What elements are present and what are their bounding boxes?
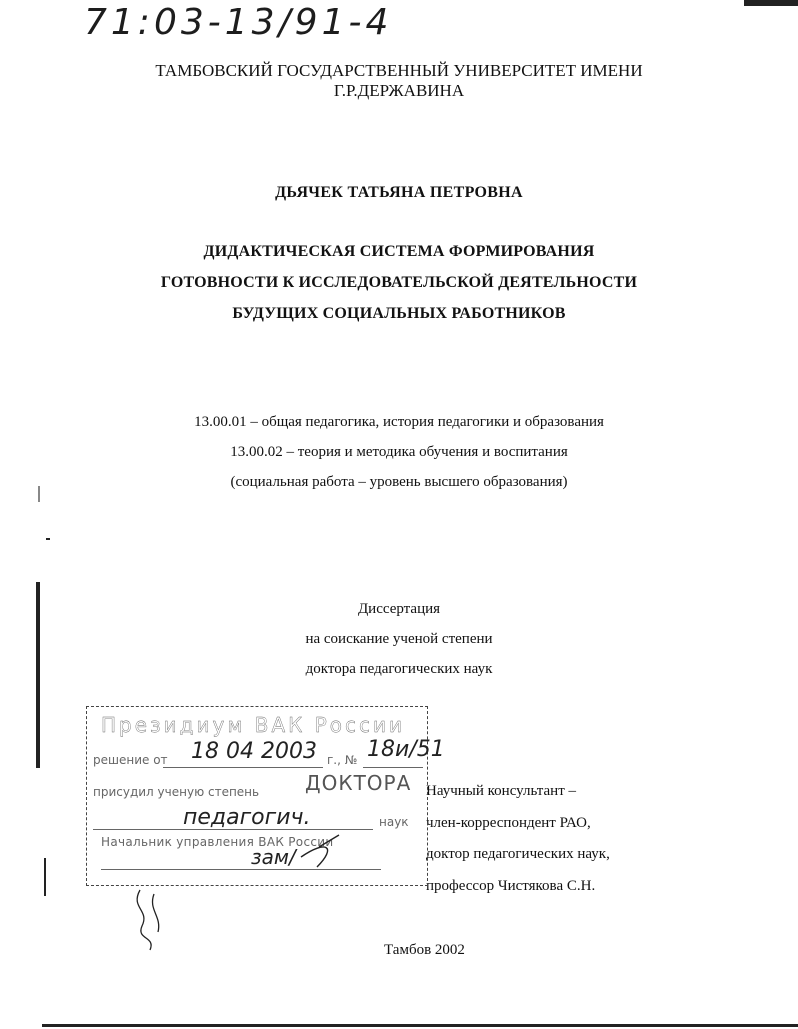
- stamp-decision-date: 18 04 2003: [191, 739, 317, 764]
- stamp-field-suffix: наук: [379, 815, 409, 829]
- degree-statement: [0, 594, 798, 684]
- consultant-line: Научный консультант –: [426, 783, 576, 799]
- specialty-line: (социальная работа – уровень высшего образования): [230, 474, 568, 490]
- scan-edge-mark: [46, 538, 50, 540]
- stamp-signature-scribble: [87, 707, 427, 885]
- degree-line: доктора педагогических наук: [305, 661, 493, 677]
- scan-edge-mark: [36, 582, 40, 768]
- title-line: ДИДАКТИЧЕСКАЯ СИСТЕМА ФОРМИРОВАНИЯ: [203, 243, 595, 260]
- stamp-degree: ДОКТОРА: [305, 771, 412, 795]
- consultant-line: доктор педагогических наук,: [426, 846, 610, 862]
- stamp-signature: зам/: [251, 845, 296, 869]
- archive-number: 71:03-13/91-4: [84, 2, 393, 43]
- specialty-line: 13.00.01 – общая педагогика, история педагогики и образования: [194, 414, 604, 430]
- stamp-field: педагогич.: [183, 805, 311, 830]
- title-line: ГОТОВНОСТИ К ИССЛЕДОВАТЕЛЬСКОЙ ДЕЯТЕЛЬНОСТИ: [160, 274, 638, 291]
- stamp-header: Президиум ВАК России: [101, 713, 406, 737]
- city-year: Тамбов 2002: [384, 942, 465, 958]
- scan-top-edge: [744, 0, 798, 6]
- scan-edge-mark: [38, 486, 40, 502]
- university-name-line1: ТАМБОВСКИЙ ГОСУДАРСТВЕННЫЙ УНИВЕРСИТЕТ ИМЕНИ: [155, 61, 643, 80]
- margin-signature-scribble: [120, 880, 180, 970]
- specialty-line: 13.00.02 – теория и методика обучения и воспитания: [230, 444, 568, 460]
- stamp-signatory: Начальник управления ВАК России: [101, 835, 334, 849]
- vak-stamp: [86, 706, 445, 886]
- title-line: БУДУЩИХ СОЦИАЛЬНЫХ РАБОТНИКОВ: [232, 305, 566, 322]
- degree-line: на соискание ученой степени: [305, 631, 493, 647]
- stamp-awarded-text: присудил ученую степень: [93, 785, 260, 799]
- degree-line: Диссертация: [357, 601, 441, 617]
- author-name: ДЬЯЧЕК ТАТЬЯНА ПЕТРОВНА: [275, 184, 523, 201]
- scan-bottom-edge: [42, 1024, 798, 1027]
- scan-edge-mark: [44, 858, 46, 896]
- stamp-decision-number: 18и/51: [367, 737, 445, 762]
- stamp-decision-label: решение от: [93, 753, 168, 767]
- stamp-number-label: г., №: [327, 753, 358, 767]
- specialty-codes: [0, 407, 798, 497]
- consultant-line: профессор Чистякова С.Н.: [426, 877, 596, 894]
- university-name-line2: Г.Р.ДЕРЖАВИНА: [333, 81, 465, 100]
- scientific-consultant: [426, 776, 610, 902]
- dissertation-title: [0, 236, 798, 329]
- consultant-line: член-корреспондент РАО,: [426, 814, 591, 831]
